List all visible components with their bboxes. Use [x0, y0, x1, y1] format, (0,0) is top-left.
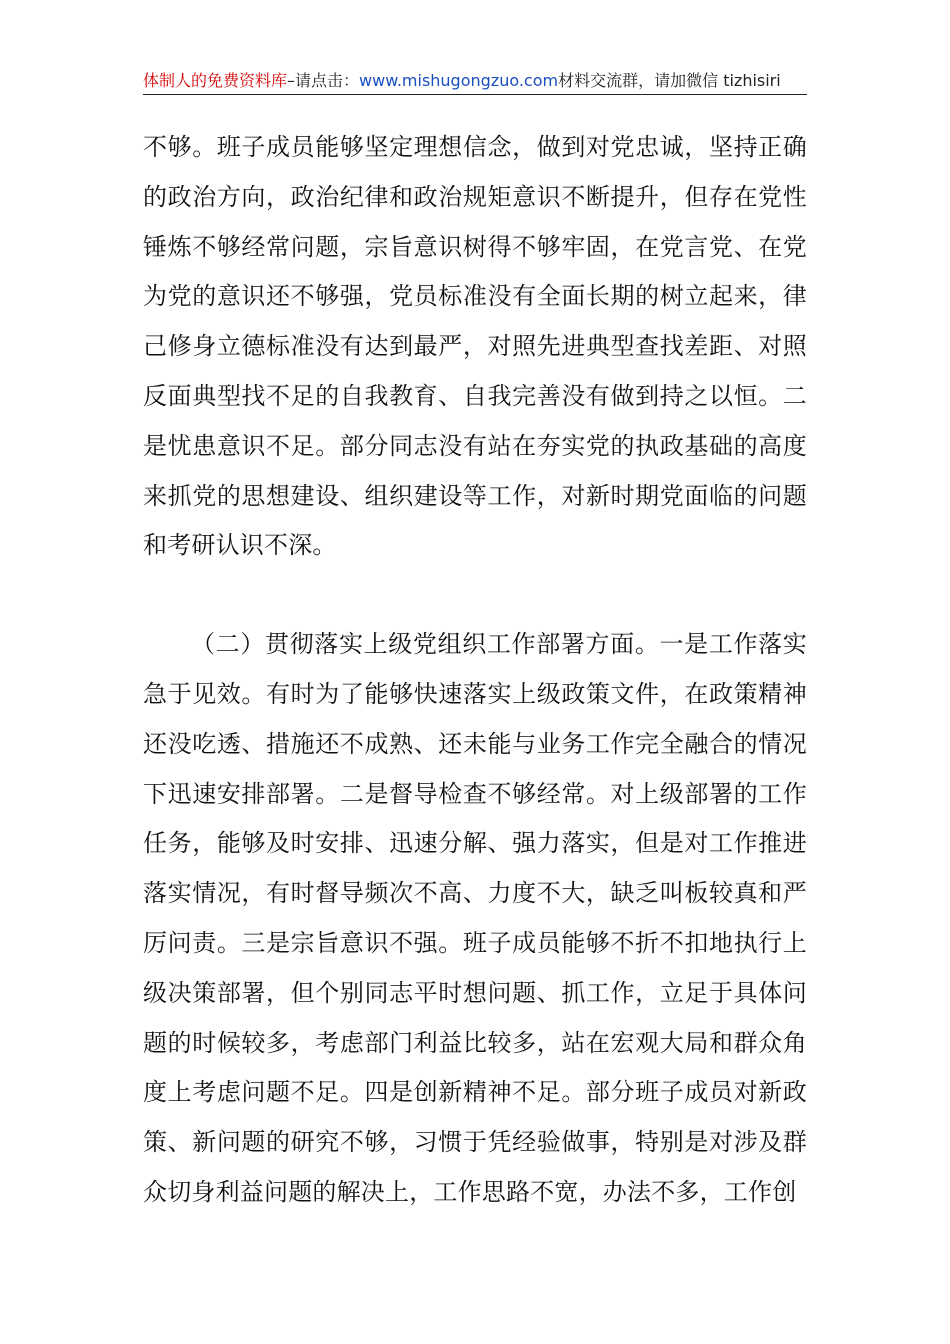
header-website-link[interactable]: www.mishugongzuo.com	[359, 71, 559, 90]
header-contact: 材料交流群，请加微信 tizhisiri	[558, 71, 781, 90]
document-body	[143, 123, 807, 1218]
header-prompt: –请点击：	[287, 71, 360, 90]
paragraph-2: （二）贯彻落实上级党组织工作部署方面。一是工作落实急于见效。有时为了能够快速落实上级政策文件，在政策精神还没吃透、措施还不成熟、还未能与业务工作完全融合的情况下迅速安排部署。二是督导检查不够经常。对上级部署的工作任务，能够及时安排、迅速分解、强力落实，但是对工作推进落实情况，有时督导频次不高、力度不大，缺乏叫板较真和严厉问责。三是宗旨意识不强。班子成员能够不折不扣地执行上级决策部署，但个别同志平时想问题、抓工作，立足于具体问题的时候较多，考虑部门利益比较多，站在宏观大局和群众角度上考虑问题不足。四是创新精神不足。部分班子成员对新政策、新问题的研究不够，习惯于凭经验做事，特别是对涉及群众切身利益问题的解决上，工作思路不宽，办法不多，工作创	[143, 630, 807, 1206]
page-header	[143, 70, 807, 95]
header-brand: 体制人的免费资料库	[143, 71, 288, 90]
paragraph-1: 不够。班子成员能够坚定理想信念，做到对党忠诚，坚持正确的政治方向，政治纪律和政治规矩意识不断提升，但存在党性锤炼不够经常问题，宗旨意识树得不够牢固，在党言党、在党为党的意识还不够强，党员标准没有全面长期的树立起来，律己修身立德标准没有达到最严，对照先进典型查找差距、对照反面典型找不足的自我教育、自我完善没有做到持之以恒。二是忧患意识不足。部分同志没有站在夯实党的执政基础的高度来抓党的思想建设、组织建设等工作，对新时期党面临的问题和考研认识不深。	[143, 133, 807, 560]
